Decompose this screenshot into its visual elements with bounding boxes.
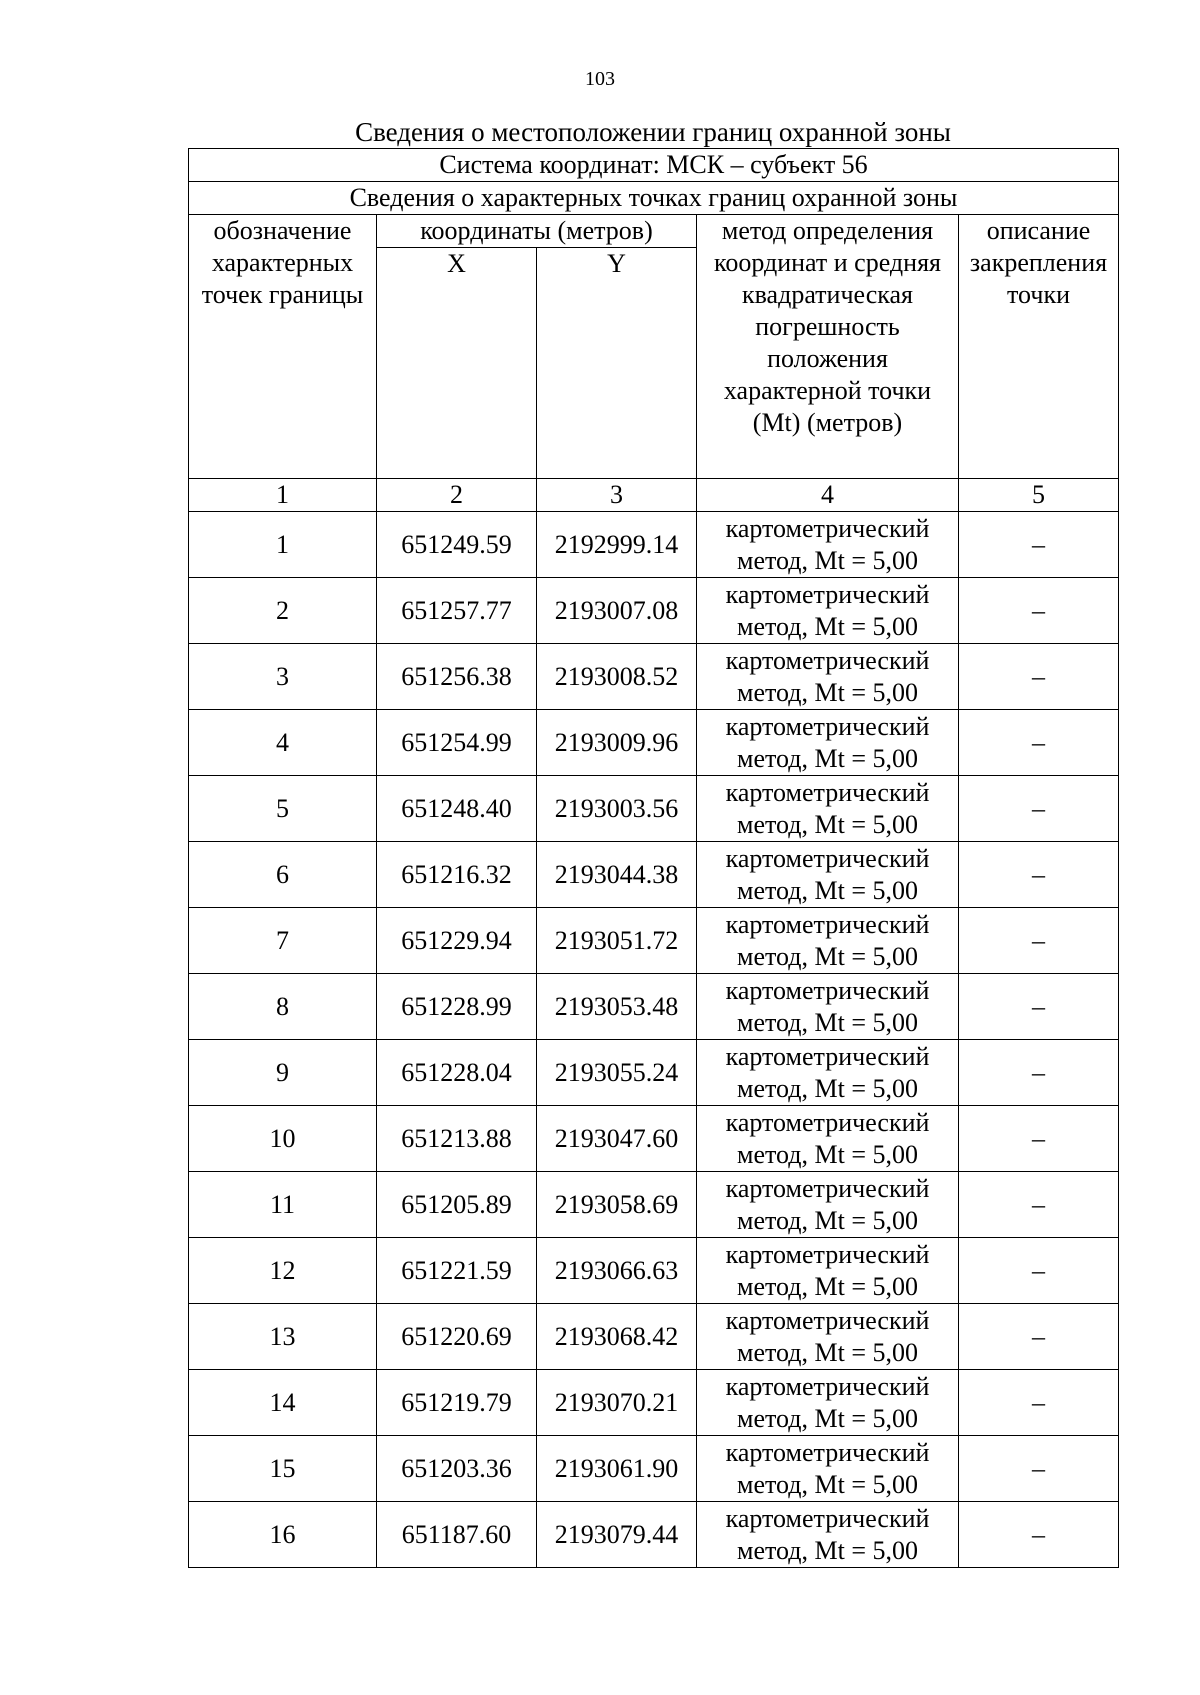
header-x: X (377, 248, 537, 479)
table-row (189, 974, 1119, 1040)
description: – (959, 644, 1119, 710)
description: – (959, 974, 1119, 1040)
method-line-1: картометрический (725, 711, 930, 741)
coordinate-y: 2193009.96 (537, 710, 697, 776)
method-line-1: картометрический (725, 645, 930, 675)
table-row (189, 512, 1119, 578)
coordinate-y: 2193044.38 (537, 842, 697, 908)
coordinate-y: 2193008.52 (537, 644, 697, 710)
coordinate-x: 651220.69 (377, 1304, 537, 1370)
coordinate-y: 2193051.72 (537, 908, 697, 974)
description: – (959, 1304, 1119, 1370)
description: – (959, 1502, 1119, 1568)
header-method: метод определения координат и средняя квадратическая погрешность положения характерной точки (Mt) (метров) (697, 215, 959, 479)
method-line-2: метод, Mt = 5,00 (737, 1469, 918, 1499)
method-cell (697, 710, 959, 776)
method-cell (697, 1370, 959, 1436)
description: – (959, 908, 1119, 974)
description: – (959, 1238, 1119, 1304)
point-number: 1 (189, 512, 377, 578)
coordinate-x: 651213.88 (377, 1106, 537, 1172)
table-row (189, 710, 1119, 776)
method-line-2: метод, Mt = 5,00 (737, 941, 918, 971)
method-cell (697, 1040, 959, 1106)
document-title: Сведения о местоположении границ охранной зоны (355, 117, 951, 147)
method-line-1: картометрический (725, 777, 930, 807)
description: – (959, 1172, 1119, 1238)
table-row (189, 1238, 1119, 1304)
table-row (189, 776, 1119, 842)
table-row (189, 1106, 1119, 1172)
description: – (959, 512, 1119, 578)
coordinate-y: 2193061.90 (537, 1436, 697, 1502)
coordinate-x: 651256.38 (377, 644, 537, 710)
point-number: 7 (189, 908, 377, 974)
table-row (189, 1304, 1119, 1370)
column-numbers-row (189, 479, 1119, 512)
coordinate-y: 2193047.60 (537, 1106, 697, 1172)
point-number: 15 (189, 1436, 377, 1502)
method-cell (697, 776, 959, 842)
description: – (959, 1106, 1119, 1172)
table-row (189, 908, 1119, 974)
coordinates-table (188, 148, 1119, 1568)
method-line-1: картометрический (725, 579, 930, 609)
coordinate-y: 2193079.44 (537, 1502, 697, 1568)
method-cell (697, 908, 959, 974)
description: – (959, 1370, 1119, 1436)
table-row (189, 1370, 1119, 1436)
method-cell (697, 1502, 959, 1568)
method-line-2: метод, Mt = 5,00 (737, 677, 918, 707)
method-line-2: метод, Mt = 5,00 (737, 809, 918, 839)
coordinate-y: 2192999.14 (537, 512, 697, 578)
coordinate-y: 2193055.24 (537, 1040, 697, 1106)
header-y: Y (537, 248, 697, 479)
table-row (189, 842, 1119, 908)
coordinate-y: 2193068.42 (537, 1304, 697, 1370)
coordinate-system-row (189, 149, 1119, 182)
method-cell (697, 842, 959, 908)
header-designation: обозначение характерных точек границы (189, 215, 377, 479)
coordinate-y: 2193070.21 (537, 1370, 697, 1436)
header-coordinates: координаты (метров) (377, 215, 697, 248)
method-line-1: картометрический (725, 513, 930, 543)
method-line-2: метод, Mt = 5,00 (737, 545, 918, 575)
coordinate-x: 651219.79 (377, 1370, 537, 1436)
column-number: 3 (537, 479, 697, 512)
point-number: 12 (189, 1238, 377, 1304)
coordinate-x: 651228.99 (377, 974, 537, 1040)
point-number: 9 (189, 1040, 377, 1106)
column-number: 5 (959, 479, 1119, 512)
method-line-1: картометрический (725, 975, 930, 1005)
method-cell (697, 1238, 959, 1304)
method-line-2: метод, Mt = 5,00 (737, 1403, 918, 1433)
method-line-2: метод, Mt = 5,00 (737, 1205, 918, 1235)
method-cell (697, 1106, 959, 1172)
point-number: 14 (189, 1370, 377, 1436)
coordinate-x: 651216.32 (377, 842, 537, 908)
coordinate-system: Система координат: МСК – субъект 56 (189, 149, 1119, 182)
page-number: 103 (585, 68, 615, 90)
table-row (189, 1436, 1119, 1502)
method-cell (697, 1436, 959, 1502)
point-number: 3 (189, 644, 377, 710)
point-number: 10 (189, 1106, 377, 1172)
coordinate-x: 651248.40 (377, 776, 537, 842)
method-cell (697, 512, 959, 578)
method-cell (697, 1172, 959, 1238)
points-heading: Сведения о характерных точках границ охранной зоны (189, 182, 1119, 215)
method-line-1: картометрический (725, 1107, 930, 1137)
method-cell (697, 644, 959, 710)
table-row (189, 644, 1119, 710)
coordinate-x: 651205.89 (377, 1172, 537, 1238)
coordinate-y: 2193003.56 (537, 776, 697, 842)
point-number: 8 (189, 974, 377, 1040)
point-number: 5 (189, 776, 377, 842)
table-row (189, 1502, 1119, 1568)
method-line-1: картометрический (725, 1503, 930, 1533)
method-line-1: картометрический (725, 1239, 930, 1269)
method-cell (697, 974, 959, 1040)
method-cell (697, 1304, 959, 1370)
point-number: 13 (189, 1304, 377, 1370)
description: – (959, 776, 1119, 842)
point-number: 6 (189, 842, 377, 908)
method-cell (697, 578, 959, 644)
method-line-2: метод, Mt = 5,00 (737, 1271, 918, 1301)
method-line-2: метод, Mt = 5,00 (737, 1073, 918, 1103)
point-number: 16 (189, 1502, 377, 1568)
points-heading-row (189, 182, 1119, 215)
method-line-2: метод, Mt = 5,00 (737, 611, 918, 641)
method-line-2: метод, Mt = 5,00 (737, 1007, 918, 1037)
coordinate-x: 651257.77 (377, 578, 537, 644)
description: – (959, 1040, 1119, 1106)
description: – (959, 842, 1119, 908)
description: – (959, 710, 1119, 776)
method-line-2: метод, Mt = 5,00 (737, 875, 918, 905)
point-number: 11 (189, 1172, 377, 1238)
coordinate-y: 2193007.08 (537, 578, 697, 644)
method-line-2: метод, Mt = 5,00 (737, 1337, 918, 1367)
method-line-1: картометрический (725, 1305, 930, 1335)
method-line-1: картометрический (725, 1437, 930, 1467)
coordinate-x: 651249.59 (377, 512, 537, 578)
description: – (959, 578, 1119, 644)
method-line-1: картометрический (725, 909, 930, 939)
table-row (189, 1040, 1119, 1106)
header-description: описание закрепления точки (959, 215, 1119, 479)
coordinate-y: 2193058.69 (537, 1172, 697, 1238)
column-number: 1 (189, 479, 377, 512)
coordinate-y: 2193066.63 (537, 1238, 697, 1304)
coordinate-x: 651254.99 (377, 710, 537, 776)
method-line-2: метод, Mt = 5,00 (737, 1535, 918, 1565)
coordinate-x: 651187.60 (377, 1502, 537, 1568)
coordinate-x: 651221.59 (377, 1238, 537, 1304)
coordinate-x: 651229.94 (377, 908, 537, 974)
column-number: 4 (697, 479, 959, 512)
method-line-2: метод, Mt = 5,00 (737, 743, 918, 773)
point-number: 4 (189, 710, 377, 776)
method-line-1: картометрический (725, 1371, 930, 1401)
method-line-1: картометрический (725, 1041, 930, 1071)
method-line-2: метод, Mt = 5,00 (737, 1139, 918, 1169)
method-line-1: картометрический (725, 1173, 930, 1203)
coordinate-x: 651228.04 (377, 1040, 537, 1106)
table-row (189, 578, 1119, 644)
method-line-1: картометрический (725, 843, 930, 873)
header-row (189, 215, 1119, 248)
coordinate-x: 651203.36 (377, 1436, 537, 1502)
coordinate-y: 2193053.48 (537, 974, 697, 1040)
point-number: 2 (189, 578, 377, 644)
table-row (189, 1172, 1119, 1238)
column-number: 2 (377, 479, 537, 512)
description: – (959, 1436, 1119, 1502)
